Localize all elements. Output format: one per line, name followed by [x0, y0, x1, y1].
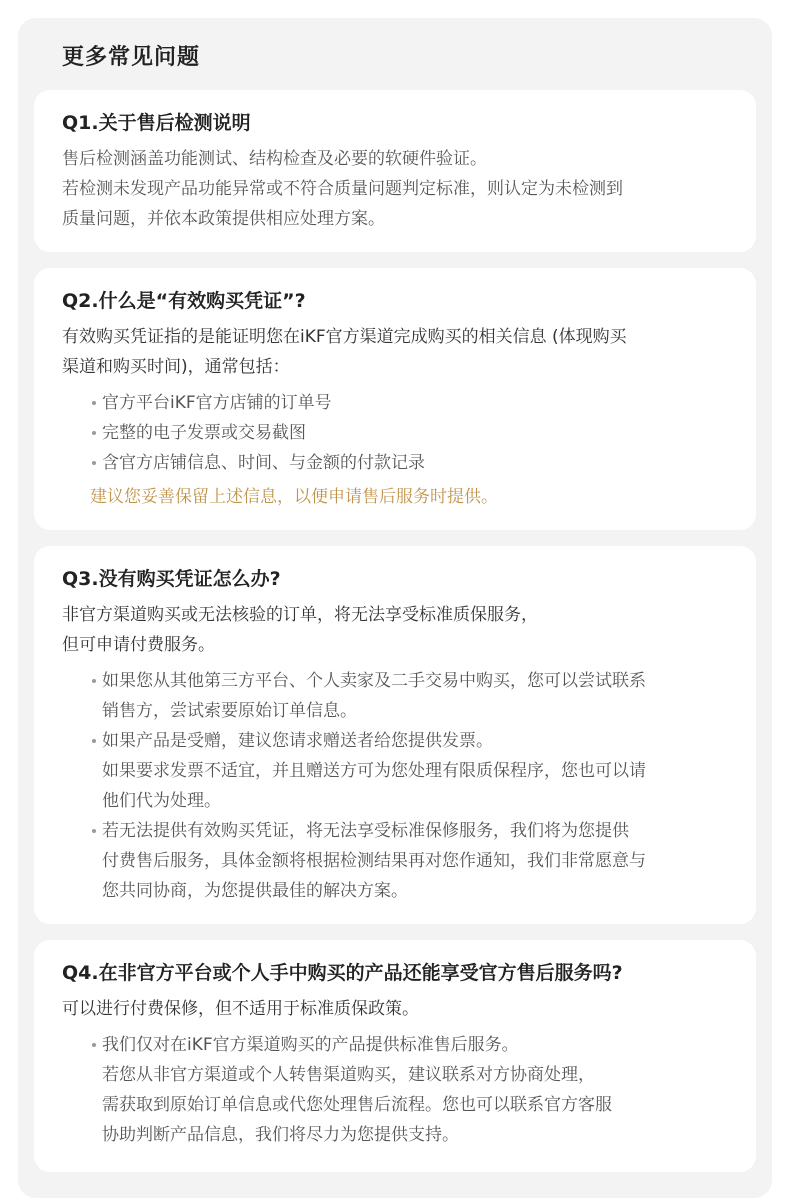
bullet-dot: [92, 679, 96, 683]
answer-line: 质量问题，并依本政策提供相应处理方案。: [62, 209, 385, 229]
faq-card-q1: [34, 90, 756, 252]
question-title-q3: Q3.没有购买凭证怎么办?: [62, 568, 281, 590]
answer-intro-line: 可以进行付费保修，但不适用于标准质保政策。: [62, 999, 419, 1019]
bullet-dot: [92, 401, 96, 405]
bullet-dot: [92, 431, 96, 435]
bullet-item-line: 需获取到原始订单信息或代您处理售后流程。您也可以联系官方客服: [102, 1095, 612, 1115]
bullet-item-line: 他们代为处理。: [102, 791, 221, 811]
page-title: 更多常见问题: [62, 45, 201, 70]
question-title-q1: Q1.关于售后检测说明: [62, 112, 251, 134]
bullet-item-line: 如果产品是受赠，建议您请求赠送者给您提供发票。: [102, 731, 493, 751]
bullet-item: 官方平台iKF官方店铺的订单号: [102, 393, 332, 413]
bullet-dot: [92, 829, 96, 833]
bullet-item-line: 如果要求发票不适宜，并且赠送方可为您处理有限质保程序，您也可以请: [102, 761, 646, 781]
bullet-dot: [92, 461, 96, 465]
bullet-item: 含官方店铺信息、时间、与金额的付款记录: [102, 453, 425, 473]
question-title-q2: Q2.什么是“有效购买凭证”?: [62, 290, 306, 312]
bullet-item-line: 我们仅对在iKF官方渠道购买的产品提供标准售后服务。: [102, 1035, 519, 1055]
bullet-item-line: 销售方，尝试索要原始订单信息。: [102, 701, 357, 721]
question-title-q4: Q4.在非官方平台或个人手中购买的产品还能享受官方售后服务吗?: [62, 962, 623, 984]
bullet-item-line: 若您从非官方渠道或个人转售渠道购买，建议联系对方协商处理，: [102, 1065, 595, 1085]
bullet-item-line: 付费售后服务，具体金额将根据检测结果再对您作通知，我们非常愿意与: [102, 851, 646, 871]
bullet-item-line: 您共同协商，为您提供最佳的解决方案。: [102, 881, 408, 901]
faq-card-q2: [34, 268, 756, 530]
faq-card-q4: [34, 940, 756, 1172]
bullet-item-line: 协助判断产品信息，我们将尽力为您提供支持。: [102, 1125, 459, 1145]
highlight-note: 建议您妥善保留上述信息，以便申请售后服务时提供。: [90, 487, 498, 507]
faq-card-q3: [34, 546, 756, 924]
answer-intro-line: 但可申请付费服务。: [62, 635, 215, 655]
bullet-item-line: 若无法提供有效购买凭证，将无法享受标准保修服务，我们将为您提供: [102, 821, 629, 841]
bullet-dot: [92, 739, 96, 743]
answer-intro-line: 非官方渠道购买或无法核验的订单，将无法享受标准质保服务，: [62, 605, 538, 625]
answer-intro-line: 有效购买凭证指的是能证明您在iKF官方渠道完成购买的相关信息 (体现购买: [62, 327, 627, 347]
answer-line: 售后检测涵盖功能测试、结构检查及必要的软硬件验证。: [62, 149, 487, 169]
answer-intro-line: 渠道和购买时间)，通常包括：: [62, 357, 290, 377]
answer-line: 若检测未发现产品功能异常或不符合质量问题判定标准，则认定为未检测到: [62, 179, 623, 199]
bullet-dot: [92, 1043, 96, 1047]
bullet-item: 完整的电子发票或交易截图: [102, 423, 306, 443]
bullet-item-line: 如果您从其他第三方平台、个人卖家及二手交易中购买，您可以尝试联系: [102, 671, 646, 691]
